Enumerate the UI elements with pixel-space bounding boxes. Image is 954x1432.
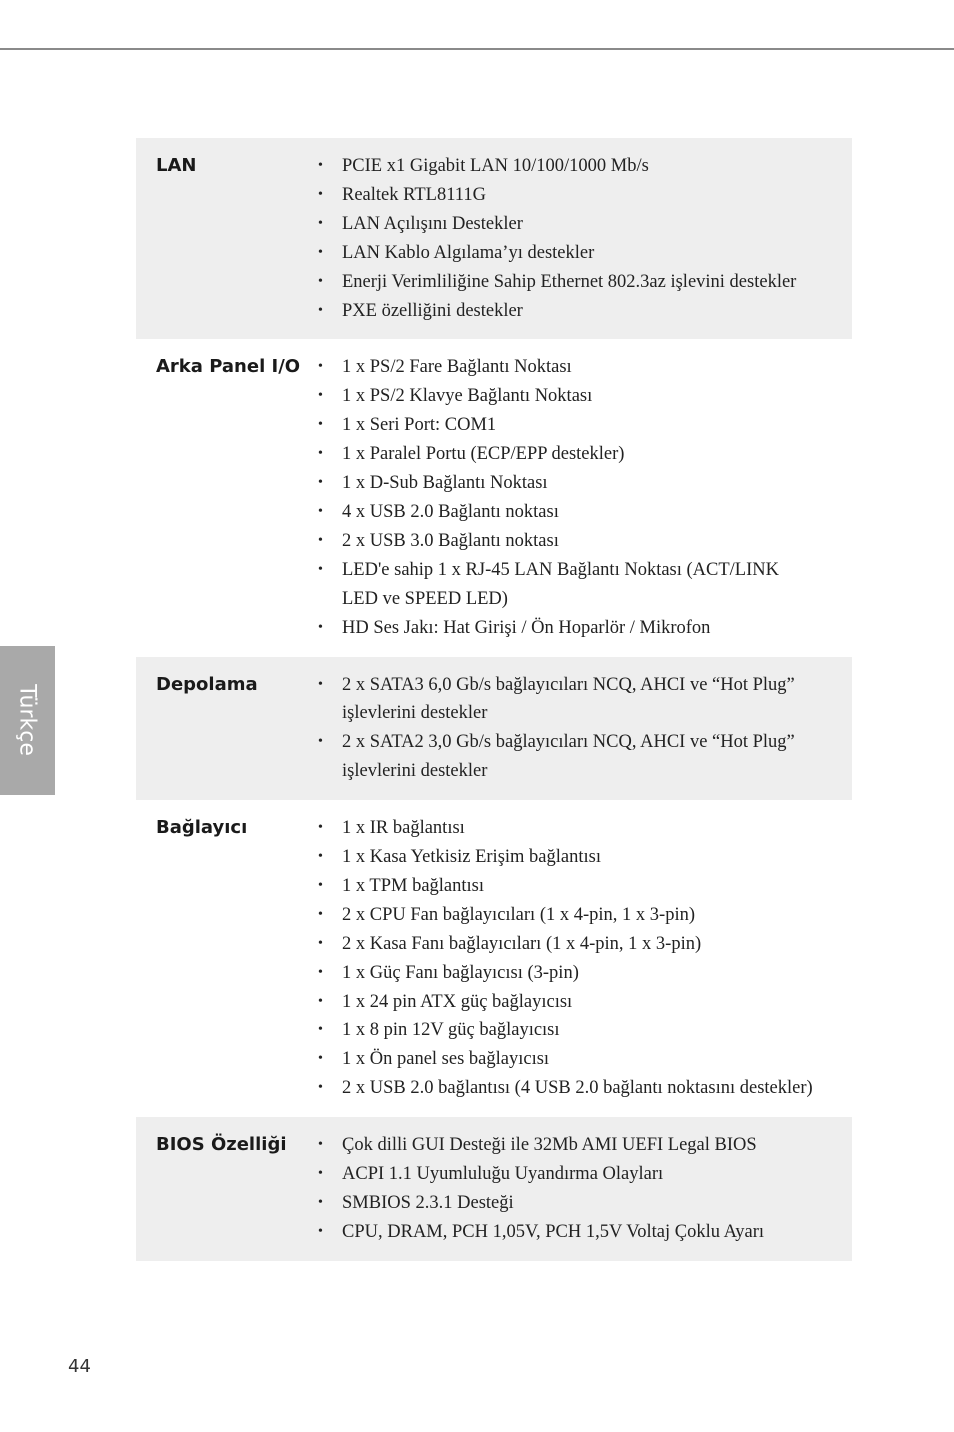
spec-item-text: 1 x IR bağlantısı <box>342 818 465 839</box>
bullet-icon: • <box>318 676 323 692</box>
bullet-icon: • <box>318 1166 323 1182</box>
spec-item <box>318 1160 852 1189</box>
spec-item <box>318 1131 852 1160</box>
bullet-icon: • <box>318 302 323 318</box>
spec-label: Bağlayıcı <box>156 817 248 839</box>
spec-item <box>318 671 852 729</box>
bullet-icon: • <box>318 619 323 635</box>
bullet-icon: • <box>318 417 323 433</box>
spec-item <box>318 1045 852 1074</box>
language-tab-label: Türkçe <box>14 684 40 756</box>
spec-item <box>318 268 852 297</box>
bullet-icon: • <box>318 388 323 404</box>
bullet-icon: • <box>318 935 323 951</box>
bullet-icon: • <box>318 1080 323 1096</box>
spec-item-text: Çok dilli GUI Desteği ile 32Mb AMI UEFI Legal BIOS <box>342 1135 757 1156</box>
spec-item <box>318 152 852 181</box>
spec-item-text: 1 x 24 pin ATX güç bağlayıcısı <box>342 991 573 1012</box>
bullet-icon: • <box>318 1137 323 1153</box>
spec-item <box>318 181 852 210</box>
bullet-icon: • <box>318 186 323 202</box>
spec-item-text: LAN Kablo Algılama’yı destekler <box>342 242 595 263</box>
spec-item <box>318 728 852 786</box>
spec-item-text: 1 x Ön panel ses bağlayıcısı <box>342 1049 550 1070</box>
bullet-icon: • <box>318 561 323 577</box>
bullet-icon: • <box>318 475 323 491</box>
page-number: 44 <box>68 1356 91 1377</box>
spec-item-text: 1 x Güç Fanı bağlayıcısı (3-pin) <box>342 962 579 983</box>
spec-item <box>318 1218 852 1247</box>
spec-item-text: PCIE x1 Gigabit LAN 10/100/1000 Mb/s <box>342 156 649 176</box>
spec-item <box>318 1016 852 1045</box>
spec-item-text: 1 x Kasa Yetkisiz Erişim bağlantısı <box>342 847 601 868</box>
spec-item <box>318 297 852 326</box>
spec-item-text: 1 x Seri Port: COM1 <box>342 415 497 436</box>
bullet-icon: • <box>318 734 323 750</box>
spec-item-text: CPU, DRAM, PCH 1,05V, PCH 1,5V Voltaj Çoklu Ayarı <box>342 1221 765 1242</box>
spec-item-list <box>318 152 852 325</box>
spec-item-text: HD Ses Jakı: Hat Girişi / Ön Hoparlör / Mikrofon <box>342 617 711 638</box>
bullet-icon: • <box>318 1195 323 1210</box>
bullet-icon: • <box>318 503 323 519</box>
spec-row <box>136 657 852 801</box>
bullet-icon: • <box>318 158 323 173</box>
spec-label: BIOS Özelliği <box>156 1134 287 1156</box>
bullet-icon: • <box>318 532 323 548</box>
bullet-icon: • <box>318 359 323 375</box>
spec-item-text: 1 x 8 pin 12V güç bağlayıcısı <box>342 1020 560 1041</box>
spec-item-text: 2 x SATA3 6,0 Gb/s bağlayıcıları NCQ, AHCI ve “Hot Plug” işlevlerini destekler <box>342 674 795 724</box>
spec-item-text: Realtek RTL8111G <box>342 184 486 205</box>
spec-item-list <box>318 671 852 787</box>
spec-item <box>318 239 852 268</box>
spec-item-text: ACPI 1.1 Uyumluluğu Uyandırma Olayları <box>342 1164 664 1185</box>
bullet-icon: • <box>318 1223 323 1239</box>
spec-item <box>318 901 852 930</box>
spec-item <box>318 1074 852 1103</box>
spec-item-text: 2 x SATA2 3,0 Gb/s bağlayıcıları NCQ, AHCI ve “Hot Plug” işlevlerini destekler <box>342 732 795 782</box>
bullet-icon: • <box>318 1051 323 1067</box>
spec-item <box>318 814 852 843</box>
spec-item-text: 2 x USB 3.0 Bağlantı noktası <box>342 530 559 551</box>
spec-row <box>136 1117 852 1261</box>
spec-item-text: 2 x CPU Fan bağlayıcıları (1 x 4-pin, 1 x 3-pin) <box>342 904 695 925</box>
spec-item-list <box>318 353 852 642</box>
spec-item-text: 1 x PS/2 Klavye Bağlantı Noktası <box>342 386 593 407</box>
spec-item <box>318 556 852 614</box>
spec-item <box>318 988 852 1017</box>
spec-item-text: 4 x USB 2.0 Bağlantı noktası <box>342 501 559 522</box>
spec-row <box>136 800 852 1117</box>
spec-item-list <box>318 1131 852 1247</box>
spec-item <box>318 440 852 469</box>
spec-row <box>136 339 852 656</box>
spec-item <box>318 382 852 411</box>
spec-item <box>318 527 852 556</box>
specification-table <box>136 138 852 1261</box>
spec-item <box>318 498 852 527</box>
spec-item <box>318 210 852 239</box>
spec-label: Depolama <box>156 673 258 695</box>
bullet-icon: • <box>318 1022 323 1038</box>
language-tab <box>0 646 55 795</box>
bullet-icon: • <box>318 993 323 1009</box>
spec-item-list <box>318 814 852 1103</box>
spec-item-text: 1 x TPM bağlantısı <box>342 875 485 896</box>
spec-item <box>318 1189 852 1218</box>
spec-row <box>136 138 852 339</box>
spec-item <box>318 614 852 643</box>
spec-label: Arka Panel I/O <box>156 356 301 378</box>
bullet-icon: • <box>318 273 323 289</box>
spec-item-text: SMBIOS 2.3.1 Desteği <box>342 1193 514 1213</box>
spec-item-text: 2 x Kasa Fanı bağlayıcıları (1 x 4-pin, 1 x 3-pin) <box>342 933 702 954</box>
bullet-icon: • <box>318 964 323 980</box>
spec-item-text: PXE özelliğini destekler <box>342 300 523 321</box>
spec-item-text: LED'e sahip 1 x RJ-45 LAN Bağlantı Noktası (ACT/LINK LED ve SPEED LED) <box>342 559 779 609</box>
spec-item-text: Enerji Verimliliğine Sahip Ethernet 802.3az işlevini destekler <box>342 271 797 292</box>
spec-item <box>318 872 852 901</box>
spec-item-text: 1 x PS/2 Fare Bağlantı Noktası <box>342 357 572 378</box>
spec-item <box>318 959 852 988</box>
spec-label: LAN <box>156 155 197 176</box>
bullet-icon: • <box>318 446 323 462</box>
spec-item-text: 1 x D-Sub Bağlantı Noktası <box>342 473 548 494</box>
bullet-icon: • <box>318 215 323 231</box>
spec-item <box>318 930 852 959</box>
spec-item-text: 2 x USB 2.0 bağlantısı (4 USB 2.0 bağlantı noktasını destekler) <box>342 1078 813 1099</box>
bullet-icon: • <box>318 849 323 865</box>
spec-item <box>318 411 852 440</box>
bullet-icon: • <box>318 877 323 893</box>
spec-item <box>318 843 852 872</box>
spec-item-text: 1 x Paralel Portu (ECP/EPP destekler) <box>342 444 625 465</box>
bullet-icon: • <box>318 244 323 260</box>
spec-item <box>318 469 852 498</box>
spec-item-text: LAN Açılışını Destekler <box>342 213 523 234</box>
bullet-icon: • <box>318 906 323 922</box>
spec-item <box>318 353 852 382</box>
header-rule <box>0 48 954 50</box>
bullet-icon: • <box>318 820 323 836</box>
